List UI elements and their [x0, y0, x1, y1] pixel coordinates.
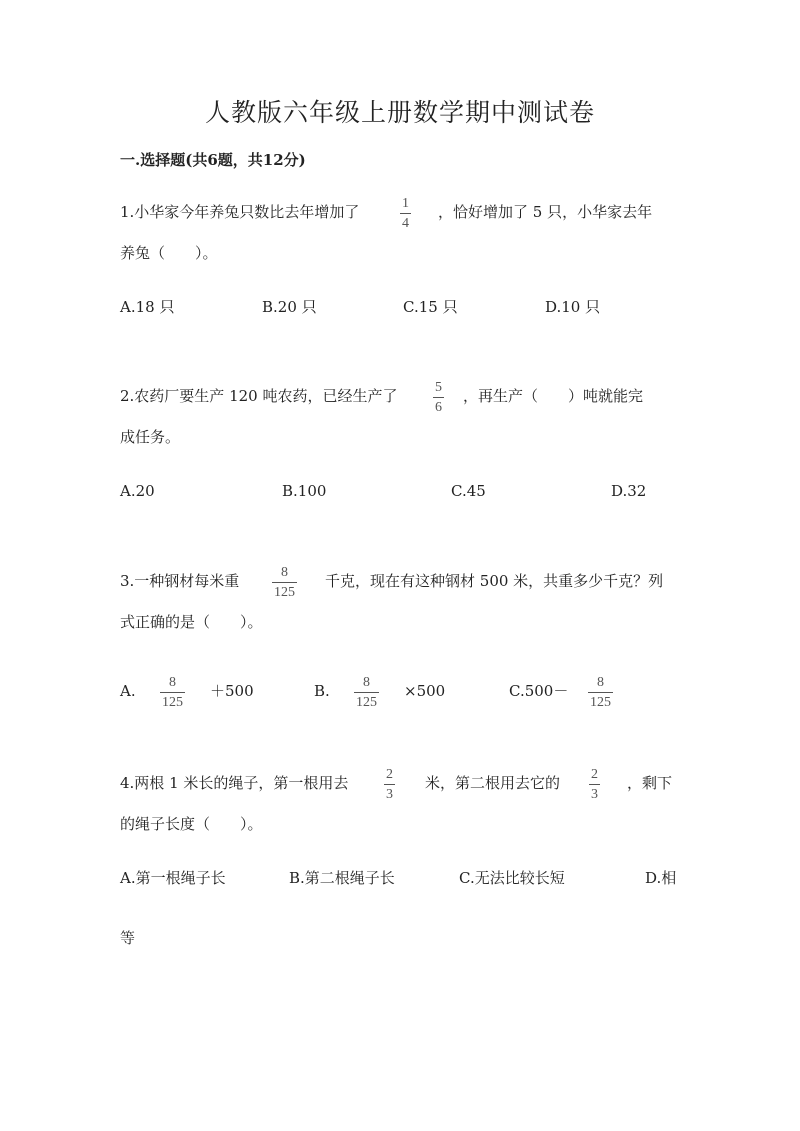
option-suffix: ×500 [404, 682, 446, 700]
question-1-text-a: 1.小华家今年养兔只数比去年增加了 [120, 203, 360, 221]
question-3-text-a: 3.一种钢材每米重 [120, 572, 240, 590]
question-4-text-b: ，剩下 [627, 774, 673, 792]
fraction-numerator: 8 [363, 675, 370, 690]
option-suffix: ＋500 [210, 682, 254, 700]
fraction-denominator: 125 [356, 695, 377, 710]
question-1-option-c[interactable]: C.15 只 [403, 298, 458, 316]
fraction-numerator: 8 [281, 565, 288, 580]
question-1-text-line2: 养兔（ ）。 [120, 244, 218, 262]
question-3-text-line2: 式正确的是（ ）。 [120, 613, 263, 631]
question-4-text-mid: 米，第二根用去它的 [425, 774, 561, 792]
question-4-option-d-wrap: 等 [120, 929, 136, 947]
question-3-text-b: 千克，现在有这种钢材 500 米，共重多少千克？列 [325, 572, 664, 590]
fraction-denominator: 125 [590, 695, 611, 710]
fraction-8-125 [160, 675, 185, 710]
question-4-option-d[interactable]: D.相 [645, 869, 677, 887]
question-4-option-b[interactable]: B.第二根绳子长 [289, 869, 395, 887]
question-1-text-b: ，恰好增加了 5 只，小华家去年 [438, 203, 653, 221]
fraction-bar [589, 784, 600, 785]
fraction-numerator: 2 [591, 767, 598, 782]
fraction-bar [160, 692, 185, 693]
fraction-bar [354, 692, 379, 693]
fraction-bar [384, 784, 395, 785]
question-1-option-b[interactable]: B.20 只 [262, 298, 317, 316]
fraction-5-6 [433, 380, 444, 415]
page-title: 人教版六年级上册数学期中测试卷 [204, 98, 595, 127]
fraction-bar [272, 582, 297, 583]
question-2-text-line2: 成任务。 [120, 428, 181, 446]
section-heading: 一.选择题(共6题，共12分) [120, 151, 306, 169]
question-2-text-b: ，再生产（ ）吨就能完 [463, 387, 644, 405]
fraction-bar [400, 213, 411, 214]
fraction-denominator: 4 [402, 216, 409, 231]
question-4-text-line2: 的绳子长度（ ）。 [120, 815, 263, 833]
fraction-numerator: 8 [597, 675, 604, 690]
fraction-denominator: 6 [435, 400, 442, 415]
fraction-numerator: 1 [402, 196, 409, 211]
fraction-numerator: 2 [386, 767, 393, 782]
question-4-option-a[interactable]: A.第一根绳子长 [120, 869, 226, 887]
fraction-1-4 [400, 196, 411, 231]
fraction-denominator: 125 [162, 695, 183, 710]
option-label: C.500－ [509, 682, 569, 700]
question-1-option-d[interactable]: D.10 只 [545, 298, 601, 316]
question-2-option-b[interactable]: B.100 [282, 482, 327, 500]
fraction-8-125 [588, 675, 613, 710]
fraction-8-125 [272, 565, 297, 600]
fraction-bar [433, 397, 444, 398]
question-2-text-a: 2.农药厂要生产 120 吨农药，已经生产了 [120, 387, 398, 405]
fraction-2-3 [589, 767, 600, 802]
fraction-denominator: 125 [274, 585, 295, 600]
question-2-option-d[interactable]: D.32 [611, 482, 647, 500]
fraction-8-125 [354, 675, 379, 710]
fraction-denominator: 3 [386, 787, 393, 802]
fraction-denominator: 3 [591, 787, 598, 802]
fraction-2-3 [384, 767, 395, 802]
question-2-option-c[interactable]: C.45 [451, 482, 486, 500]
option-label: A. [120, 682, 136, 700]
question-4-text-a: 4.两根 1 米长的绳子，第一根用去 [120, 774, 349, 792]
question-1-option-a[interactable]: A.18 只 [120, 298, 175, 316]
fraction-bar [588, 692, 613, 693]
fraction-numerator: 8 [169, 675, 176, 690]
option-label: B. [314, 682, 330, 700]
question-4-option-c[interactable]: C.无法比较长短 [459, 869, 565, 887]
question-2-option-a[interactable]: A.20 [120, 482, 155, 500]
fraction-numerator: 5 [435, 380, 442, 395]
